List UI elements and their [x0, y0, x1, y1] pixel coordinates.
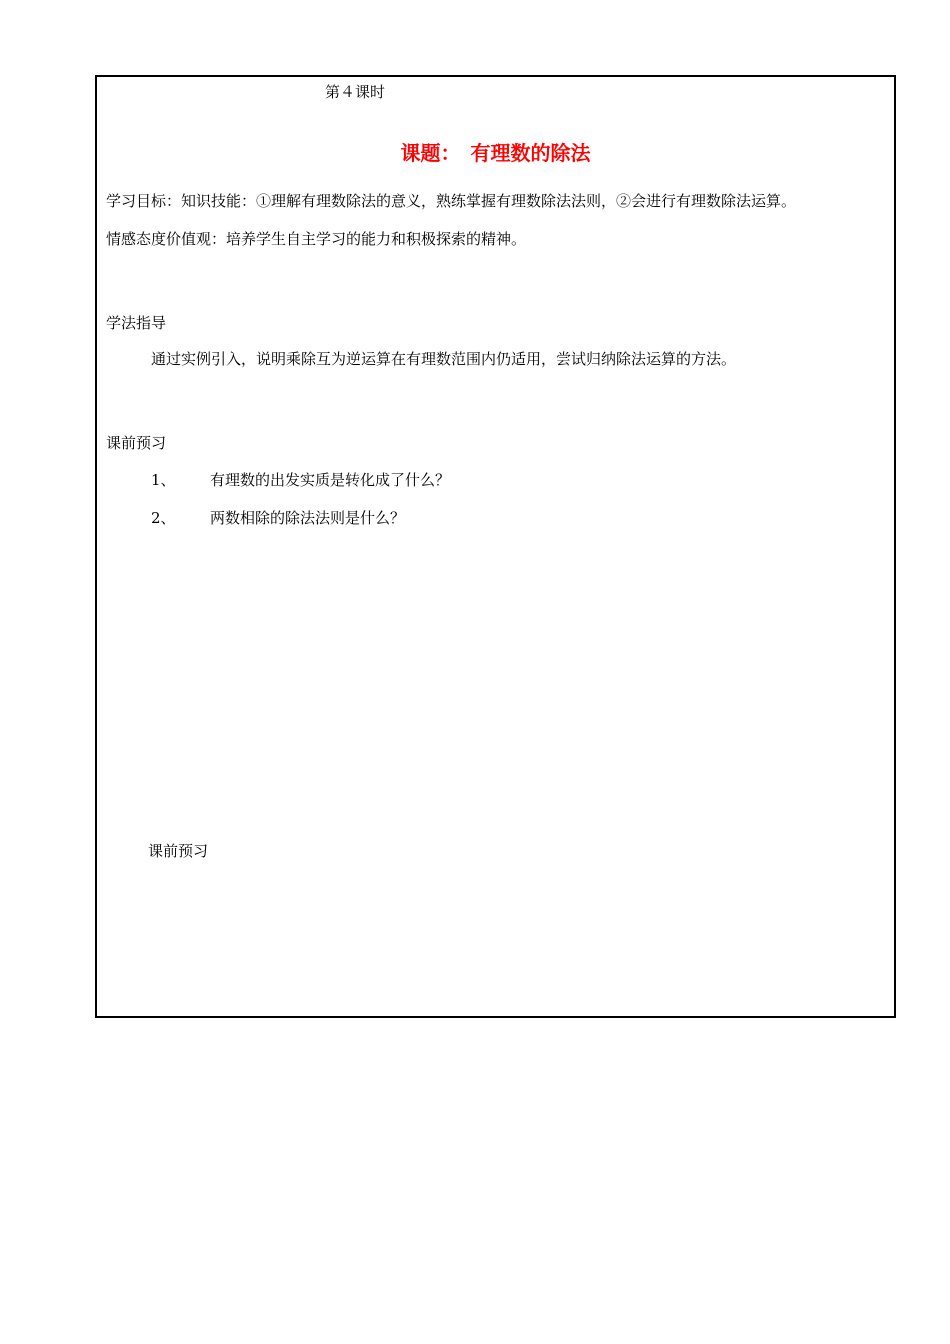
question-number: 2、: [151, 509, 176, 527]
study-guide-text: 通过实例引入，说明乘除互为逆运算在有理数范围内仍适用，尝试归纳除法运算的方法。: [151, 350, 737, 368]
lesson-title: 课题： 有理数的除法: [400, 141, 591, 165]
learning-objectives: 学习目标：知识技能：①理解有理数除法的意义，熟练掌握有理数除法法则，②会进行有理数除法运算。: [106, 192, 797, 210]
worksheet-frame: [95, 75, 896, 1018]
preview-heading: 课前预习: [106, 434, 167, 452]
study-guide-heading: 学法指导: [106, 314, 167, 332]
preview-heading-second: 课前预习: [148, 842, 209, 860]
lesson-number: 第４课时: [325, 83, 386, 101]
question-text: 有理数的出发实质是转化成了什么？: [210, 471, 451, 489]
question-text: 两数相除的除法法则是什么？: [210, 509, 406, 527]
question-number: 1、: [151, 471, 176, 489]
attitude-objectives: 情感态度价值观：培养学生自主学习的能力和积极探索的精神。: [106, 230, 527, 248]
